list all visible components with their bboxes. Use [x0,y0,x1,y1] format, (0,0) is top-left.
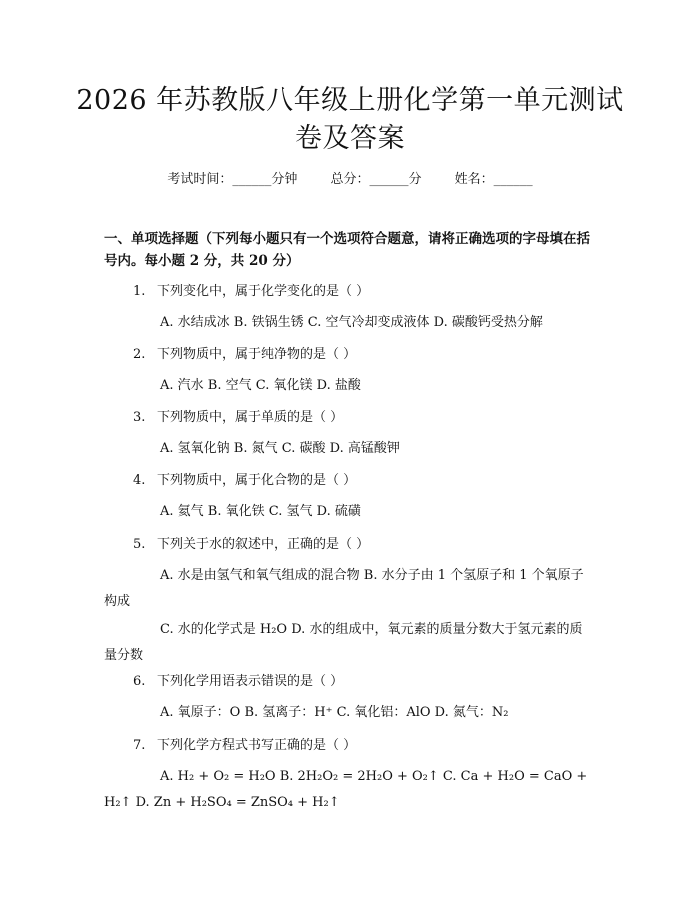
question-text: 下列物质中，属于化合物的是（ ） [157,473,357,488]
question-3-options: A. 氢氧化钠 B. 氮气 C. 碳酸 D. 高锰酸钾 [160,441,400,456]
question-text: 下列化学方程式书写正确的是（ ） [157,738,357,753]
question-7-options: A. H₂ + O₂ = H₂O B. 2H₂O₂ = 2H₂O + O₂↑ C. Ca + H₂O = CaO + H₂↑ D. Zn + H₂SO₄ = ZnSO₄ + H₂↑ [104,769,588,810]
question-3 [133,408,593,428]
question-5-options-line-1: A. 水是由氢气和氧气组成的混合物 B. 水分子由 1 个氢原子和 1 个氧原子构成 [104,568,584,609]
question-number: 7. [133,738,146,753]
question-5 [133,535,593,555]
question-7 [133,736,593,756]
question-number: 2. [133,347,146,362]
question-2 [133,345,593,365]
exam-meta [0,168,700,187]
question-text: 下列物质中，属于纯净物的是（ ） [157,347,357,362]
question-number: 5. [133,537,146,552]
name-field-label: 姓名：______ [454,172,533,187]
question-text: 下列物质中，属于单质的是（ ） [157,410,344,425]
question-2-options: A. 汽水 B. 空气 C. 氧化镁 D. 盐酸 [160,378,361,393]
question-number: 1. [133,284,146,299]
question-text: 下列变化中，属于化学变化的是（ ） [157,284,370,299]
question-5-options-line-2: C. 水的化学式是 H₂O D. 水的组成中，氧元素的质量分数大于氢元素的质量分数 [104,622,583,663]
section-heading: 一、单项选择题（下列每小题只有一个选项符合题意，请将正确选项的字母填在括号内。每小题 2 分，共 20 分） [104,231,590,269]
question-number: 3. [133,410,146,425]
score-field-label: 总分：______分 [330,172,422,187]
question-4-options: A. 氦气 B. 氧化铁 C. 氢气 D. 硫磺 [160,504,361,519]
question-1-options: A. 水结成冰 B. 铁锅生锈 C. 空气冷却变成液体 D. 碳酸钙受热分解 [160,315,543,330]
question-6 [133,672,593,692]
question-1 [133,282,593,302]
time-field-label: 考试时间：______分钟 [167,172,298,187]
question-number: 4. [133,473,146,488]
question-4 [133,471,593,491]
question-number: 6. [133,674,146,689]
page-title [60,82,640,158]
question-text: 下列关于水的叙述中，正确的是（ ） [157,537,370,552]
title-line-1: 2026 年苏教版八年级上册化学第一单元测试 [76,85,624,116]
question-text: 下列化学用语表示错误的是（ ） [157,674,344,689]
title-line-2: 卷及答案 [295,123,405,154]
question-6-options: A. 氧原子：O B. 氢离子：H⁺ C. 氧化铝：AlO D. 氮气：N₂ [160,705,509,720]
